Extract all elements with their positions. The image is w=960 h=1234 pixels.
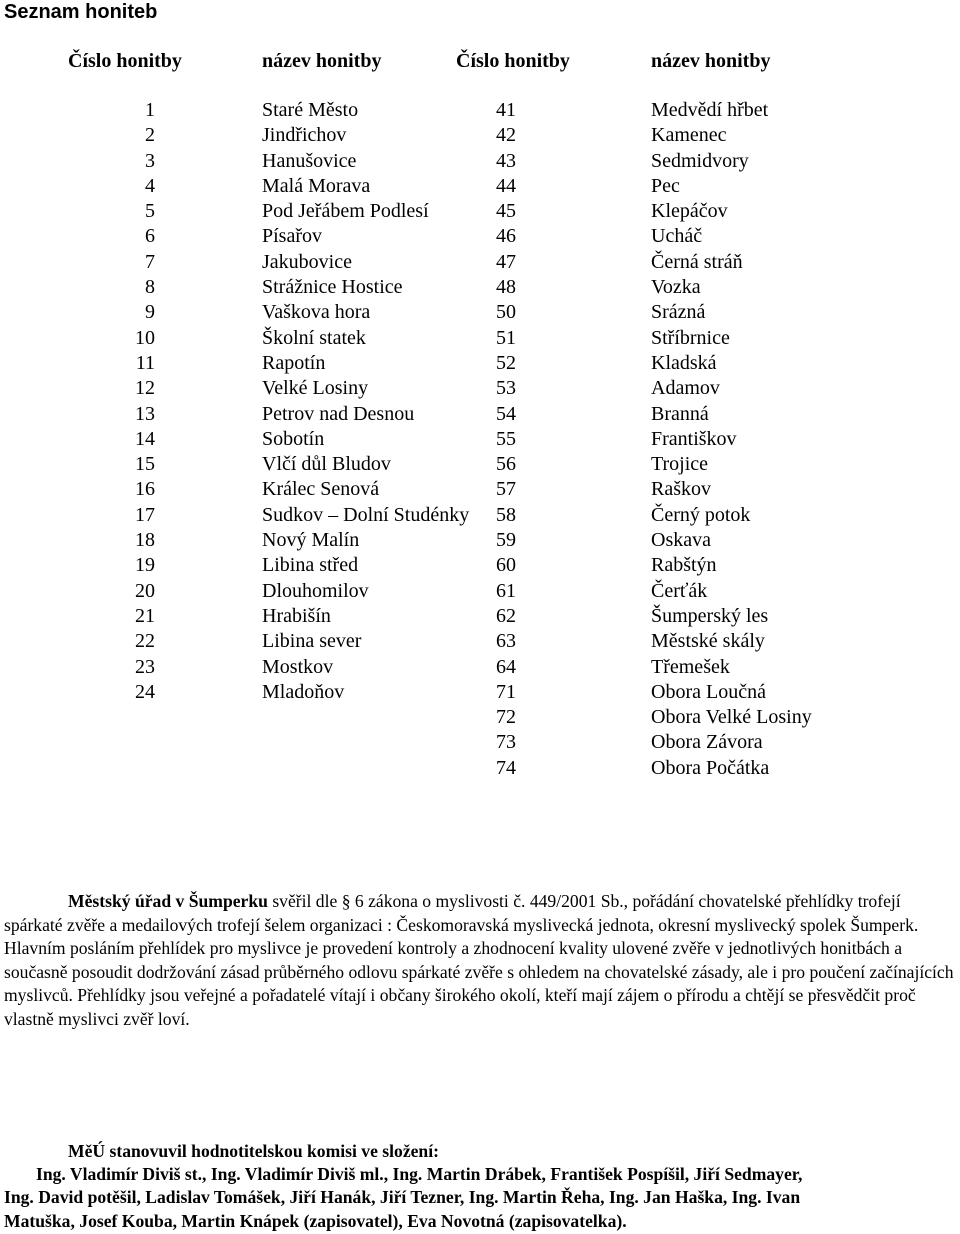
left-table-name: Sudkov – Dolní Studénky xyxy=(262,503,470,526)
right-table-name: Raškov xyxy=(651,478,711,501)
right-table-name: Klepáčov xyxy=(651,200,728,223)
header-nazev-honitby-right: název honitby xyxy=(651,50,771,72)
right-table-num: 73 xyxy=(496,731,516,754)
right-table-name: Rabštýn xyxy=(651,554,717,577)
right-table-name: Městské skály xyxy=(651,630,765,653)
left-table-name: Vlčí důl Bludov xyxy=(262,453,391,476)
left-table-num: 1 xyxy=(145,99,155,121)
header-cislo-honitby-right: Číslo honitby xyxy=(456,50,570,72)
right-table-name: Medvědí hřbet xyxy=(651,99,769,121)
left-table-name: Jakubovice xyxy=(262,250,352,273)
right-table-num: 48 xyxy=(496,276,516,299)
left-table-num: 18 xyxy=(135,529,155,552)
right-table-name: Třemešek xyxy=(651,655,730,678)
right-table-name: Srázná xyxy=(651,301,706,324)
right-table-num: 58 xyxy=(496,503,516,526)
right-table-num: 72 xyxy=(496,706,516,729)
right-table-num: 44 xyxy=(496,174,516,197)
left-table-name: Mostkov xyxy=(262,655,334,678)
right-table-num: 41 xyxy=(496,99,516,121)
right-table-name: Černý potok xyxy=(651,503,751,526)
left-table-name: Velké Losiny xyxy=(262,377,369,400)
left-table-num: 5 xyxy=(145,200,155,223)
right-table-name: Branná xyxy=(651,402,709,425)
right-table-num: 45 xyxy=(496,200,516,223)
right-table-name: Ucháč xyxy=(651,225,703,248)
right-table-num: 52 xyxy=(496,351,516,374)
left-table-name: Písařov xyxy=(262,225,322,248)
left-table-num: 3 xyxy=(145,149,155,172)
left-table-name: Libina střed xyxy=(262,554,359,577)
left-table-num: 2 xyxy=(145,124,155,147)
left-table-num: 6 xyxy=(145,225,155,248)
right-table-name: Pec xyxy=(651,174,680,197)
right-table-name: Sedmidvory xyxy=(651,149,749,172)
left-table-num: 21 xyxy=(135,604,155,627)
right-name-column xyxy=(651,98,812,781)
left-table-name: Dlouhomilov xyxy=(262,579,369,602)
description-paragraph xyxy=(4,890,954,1032)
left-table-num: 14 xyxy=(135,427,155,450)
left-table-num: 17 xyxy=(135,503,155,526)
right-table-num: 50 xyxy=(496,301,516,324)
left-table-num: 11 xyxy=(135,351,155,374)
right-table-name: Františkov xyxy=(651,427,737,450)
right-table-num: 60 xyxy=(496,554,516,577)
right-table-num: 63 xyxy=(496,630,516,653)
paragraph-text: svěřil dle § 6 zákona o myslivosti č. 449/2001 Sb., pořádání chovatelské přehlídky trofejí spárkaté zvěře a medailových trofejí šelem organizaci : Českomoravská myslivecká jednota, okresní myslivecký spolek Šumperk. Hlavním posláním přehlídek pro myslivce je provedení kontroly a zhodnocení kvality ulovené zvěře v jednotlivých honitbách a současně posoudit dodržování zásad průběrného odlovu spárkaté zvěře s ohledem na chovatelské zásady, ale i pro poučení začínajících myslivců. Přehlídky jsou veřejné a pořadatelé vítají i občany širokého okolí, kteří mají zájem o přírodu a chtějí se přesvědčit proč vlastně myslivci zvěř loví. xyxy=(4,891,954,1029)
right-table-name: Oskava xyxy=(651,529,711,552)
right-table-num: 61 xyxy=(496,579,516,602)
right-table-name: Černá stráň xyxy=(651,250,743,273)
left-table-name: Vaškova hora xyxy=(262,301,371,324)
right-table-num: 42 xyxy=(496,124,516,147)
right-table-name: Trojice xyxy=(651,453,709,476)
left-table-num: 22 xyxy=(135,630,155,653)
left-table-name: Strážnice Hostice xyxy=(262,276,403,299)
right-number-column xyxy=(496,98,556,781)
left-number-column xyxy=(100,98,155,705)
komise-heading: MěÚ stanovuvil hodnotitelskou komisi ve složení: xyxy=(68,1141,439,1161)
left-table-name: Hanušovice xyxy=(262,149,357,172)
left-table-num: 20 xyxy=(135,579,155,602)
left-table-num: 16 xyxy=(135,478,155,501)
left-table-name: Libina sever xyxy=(262,630,362,653)
right-table-name: Adamov xyxy=(651,377,720,400)
right-table-name: Stříbrnice xyxy=(651,326,730,349)
komise-members-line-3: Matuška, Josef Kouba, Martin Knápek (zapisovatel), Eva Novotná (zapisovatelka). xyxy=(4,1210,627,1231)
paragraph-bold-lead: Městský úřad v Šumperku xyxy=(68,891,268,911)
right-table-num: 53 xyxy=(496,377,516,400)
header-cislo-honitby-left: Číslo honitby xyxy=(68,50,182,72)
komise-members-line-1: Ing. Vladimír Diviš st., Ing. Vladimír Diviš ml., Ing. Martin Drábek, František Pospíšil, Jiří Sedmayer, xyxy=(36,1164,803,1185)
right-table-num: 62 xyxy=(496,604,516,627)
left-table-num: 7 xyxy=(145,250,155,273)
right-table-num: 55 xyxy=(496,427,516,450)
left-table-name: Nový Malín xyxy=(262,529,360,552)
left-table-num: 10 xyxy=(135,326,155,349)
right-table-num: 71 xyxy=(496,680,516,703)
header-nazev-honitby-left: název honitby xyxy=(262,50,382,72)
right-table-name: Obora Počátka xyxy=(651,756,770,779)
left-table-name: Staré Město xyxy=(262,99,359,121)
left-table-name: Sobotín xyxy=(262,427,325,450)
left-table-name: Jindřichov xyxy=(262,124,347,147)
left-name-column xyxy=(262,98,469,705)
left-table-num: 4 xyxy=(145,174,155,197)
left-table-name: Králec Senová xyxy=(262,478,380,501)
left-table-num: 12 xyxy=(135,377,155,400)
komise-block xyxy=(4,1140,954,1233)
right-table-num: 59 xyxy=(496,529,516,552)
right-table-name: Obora Velké Losiny xyxy=(651,706,812,729)
left-table-num: 19 xyxy=(135,554,155,577)
left-table-name: Školní statek xyxy=(262,326,366,349)
right-table-name: Kamenec xyxy=(651,124,727,147)
left-table-name: Rapotín xyxy=(262,351,326,374)
right-table-num: 64 xyxy=(496,655,516,678)
right-table-num: 56 xyxy=(496,453,516,476)
left-table-num: 8 xyxy=(145,276,155,299)
right-table-name: Obora Loučná xyxy=(651,680,766,703)
right-table-num: 51 xyxy=(496,326,516,349)
right-table-name: Vozka xyxy=(651,276,701,299)
right-table-num: 43 xyxy=(496,149,516,172)
left-table-name: Hrabišín xyxy=(262,604,331,627)
left-table-num: 13 xyxy=(135,402,155,425)
left-table-name: Petrov nad Desnou xyxy=(262,402,415,425)
left-table-num: 24 xyxy=(135,680,155,703)
right-table-num: 46 xyxy=(496,225,516,248)
right-table-name: Šumperský les xyxy=(651,604,769,627)
page-title: Seznam honiteb xyxy=(4,1,158,23)
right-table-num: 54 xyxy=(496,402,516,425)
right-table-num: 57 xyxy=(496,478,516,501)
right-table-name: Čerťák xyxy=(651,579,708,602)
left-table-num: 23 xyxy=(135,655,155,678)
left-table-name: Malá Morava xyxy=(262,174,371,197)
left-table-num: 9 xyxy=(145,301,155,324)
komise-members-line-2: Ing. David potěšil, Ladislav Tomášek, Jiří Hanák, Jiří Tezner, Ing. Martin Řeha, Ing. Jan Haška, Ing. Ivan xyxy=(4,1187,801,1208)
right-table-num: 47 xyxy=(496,250,516,273)
left-table-name: Mladoňov xyxy=(262,680,345,703)
right-table-num: 74 xyxy=(496,756,516,779)
left-table-num: 15 xyxy=(135,453,155,476)
right-table-name: Kladská xyxy=(651,351,717,374)
left-table-name: Pod Jeřábem Podlesí xyxy=(262,200,429,223)
right-table-name: Obora Závora xyxy=(651,731,763,754)
